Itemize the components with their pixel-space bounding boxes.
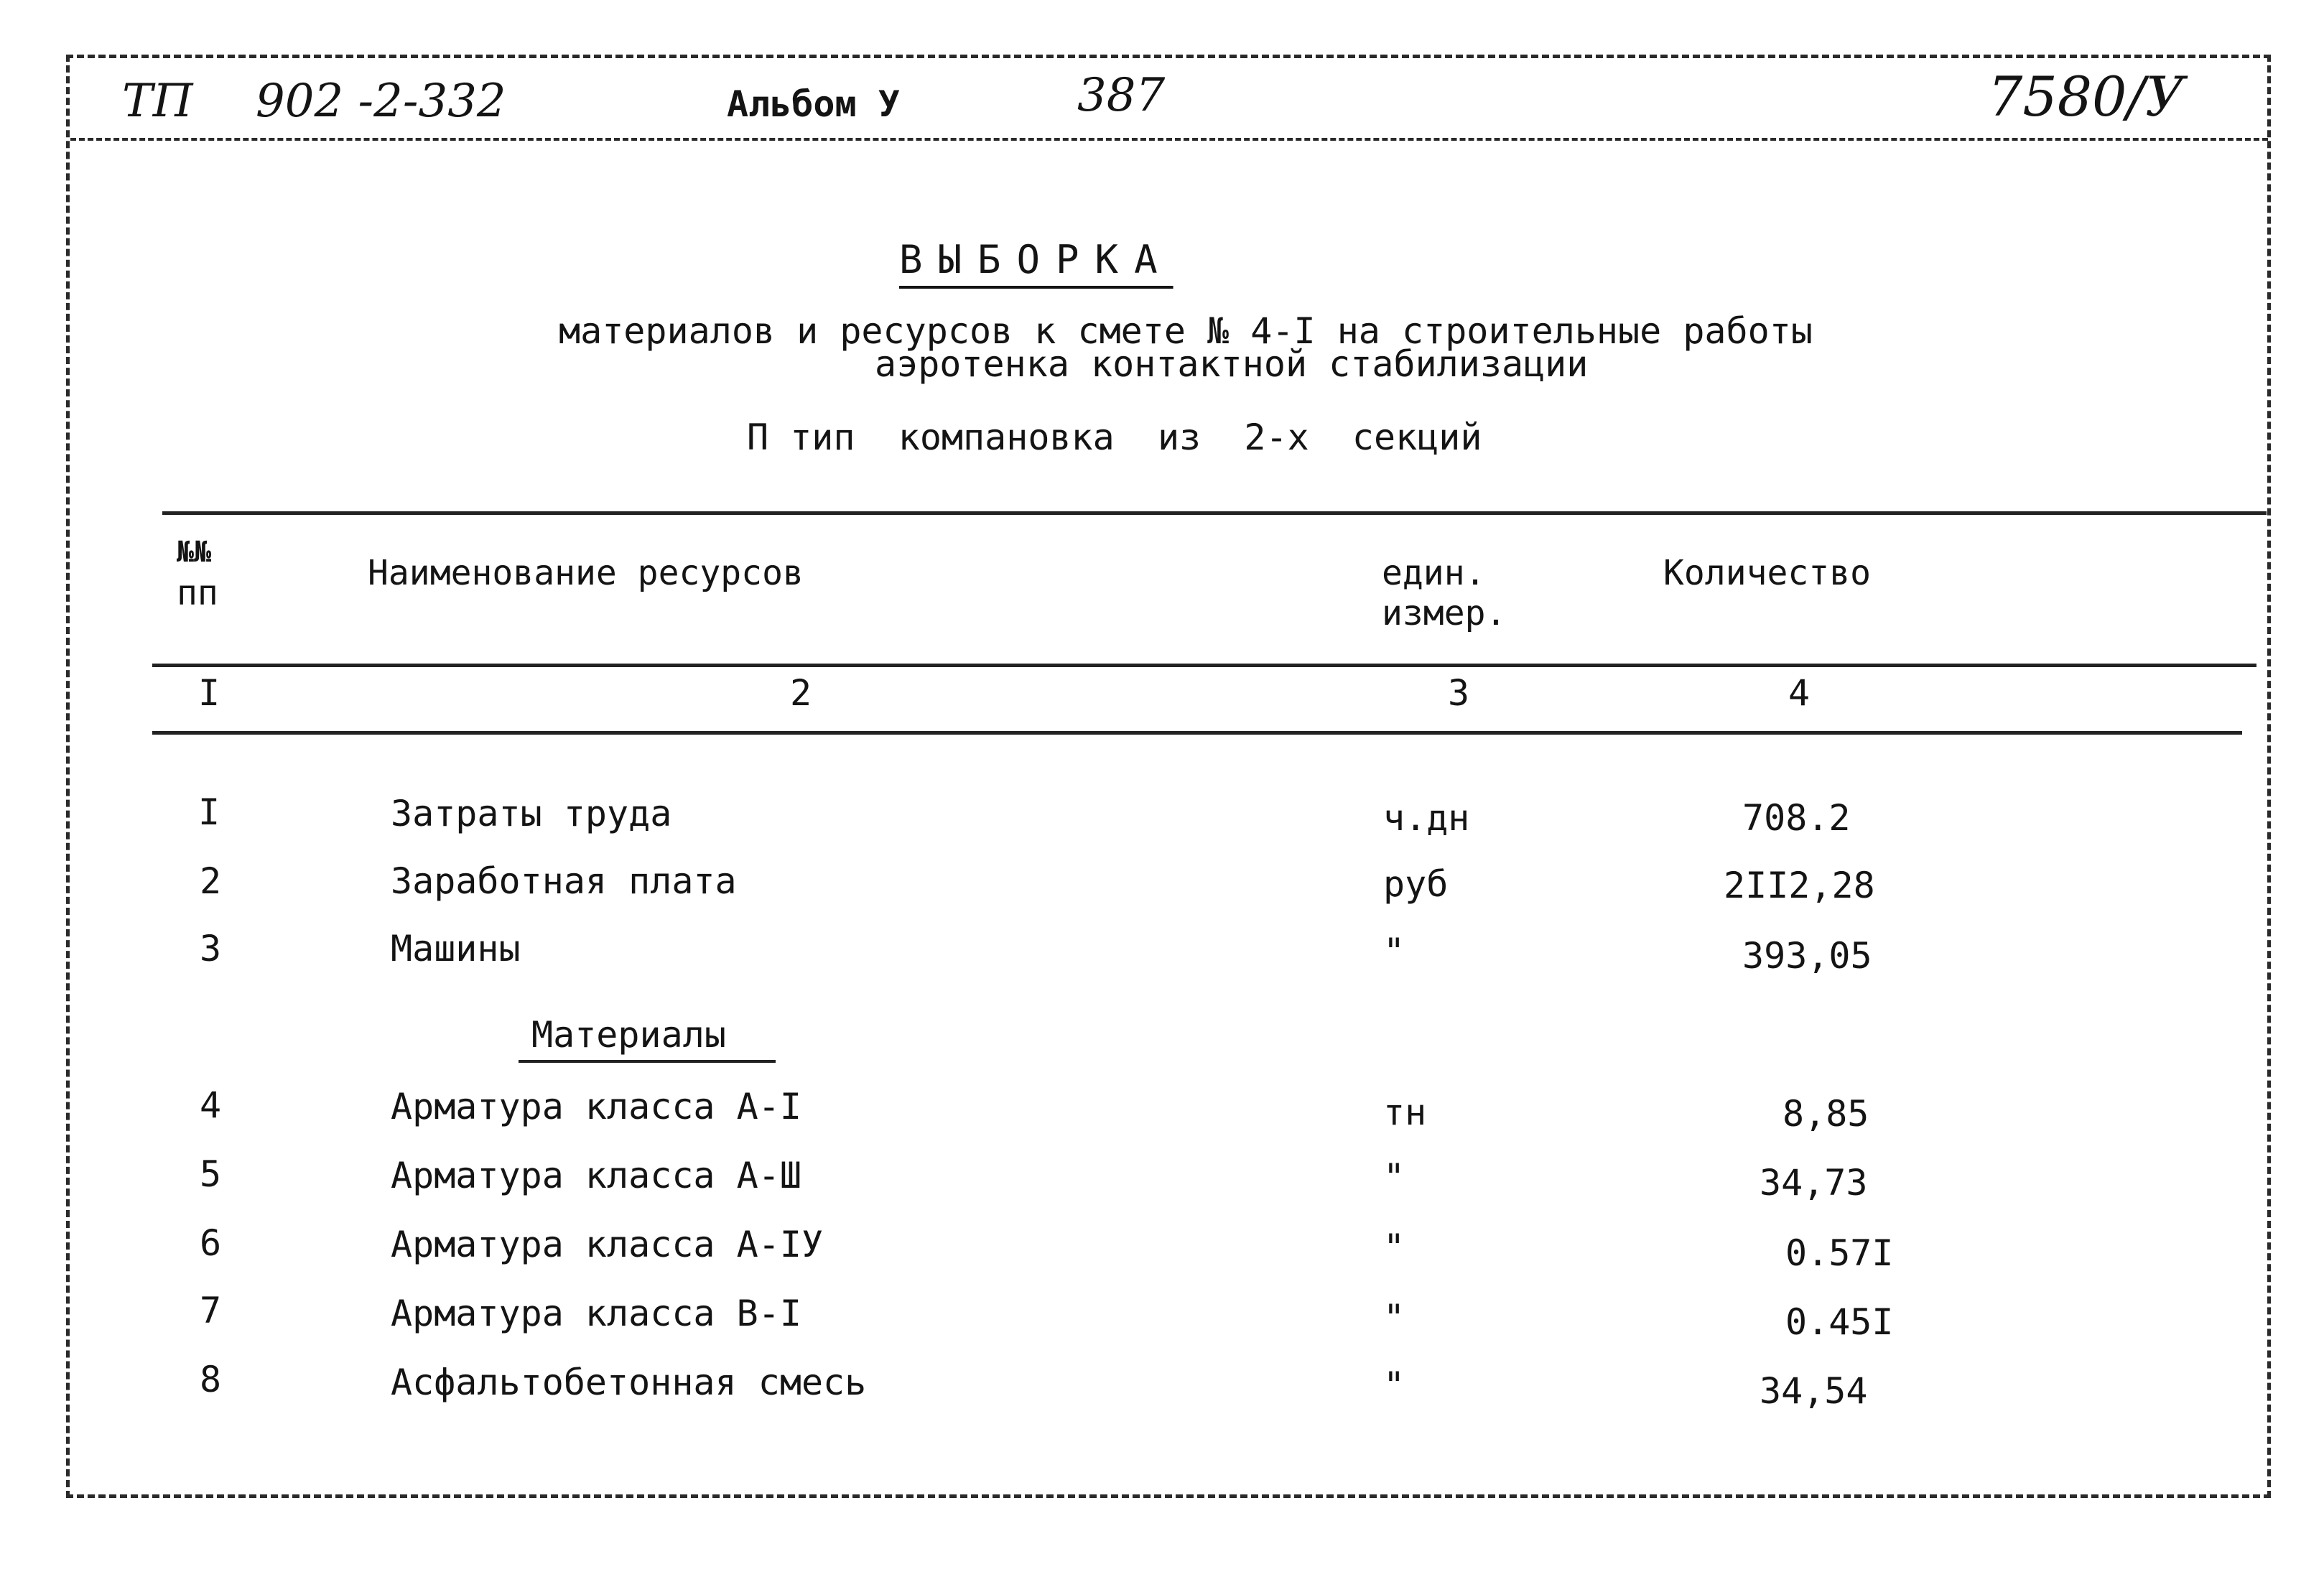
row-name: Заработная плата xyxy=(391,860,737,902)
header-unit-2: измер. xyxy=(1382,593,1507,633)
header-doc-code: 7580/У xyxy=(1988,65,2185,129)
row-name: Арматура класса В-I xyxy=(391,1293,801,1334)
row-num: 2 xyxy=(200,860,222,902)
row-qty: 0.57I xyxy=(1785,1232,1894,1274)
section-underline xyxy=(519,1060,776,1063)
row-qty: 8,85 xyxy=(1782,1093,1869,1135)
row-qty: 34,73 xyxy=(1760,1162,1868,1204)
header-tp: ТП xyxy=(122,75,193,128)
row-name: Арматура класса А-IУ xyxy=(391,1224,824,1265)
row-num: 4 xyxy=(200,1084,222,1126)
row-num: I xyxy=(198,791,220,833)
row-qty: 34,54 xyxy=(1760,1370,1868,1412)
header-num-2: пп xyxy=(177,573,218,613)
row-unit: " xyxy=(1383,1156,1405,1198)
document-subtitle-3: П тип компановка из 2-х секций xyxy=(747,417,1482,458)
header-qty: Количество xyxy=(1663,553,1871,593)
table-colnum-rule xyxy=(152,731,2242,735)
colnum-4: 4 xyxy=(1788,672,1811,714)
row-num: 7 xyxy=(200,1290,222,1331)
row-num: 5 xyxy=(200,1153,222,1195)
document-subtitle-2: аэротенка контактной стабилизации xyxy=(875,343,1589,385)
table-top-rule xyxy=(162,511,2267,515)
colnum-2: 2 xyxy=(790,672,812,714)
document-title: ВЫБОРКА xyxy=(899,237,1173,282)
table-header-rule xyxy=(152,664,2256,667)
row-num: 6 xyxy=(200,1222,222,1264)
header-divider xyxy=(70,138,2268,141)
row-qty: 708.2 xyxy=(1742,797,1851,839)
header-unit-1: един. xyxy=(1382,553,1486,593)
row-unit: руб xyxy=(1383,863,1449,905)
row-name: Асфальтобетонная смесь xyxy=(391,1362,867,1403)
row-unit: " xyxy=(1383,1297,1405,1339)
row-name: Арматура класса А-Ш xyxy=(391,1155,801,1196)
section-materials-label: Материалы xyxy=(531,1014,726,1056)
document-subtitle-1: материалов и ресурсов к смете № 4-I на строительные работы xyxy=(559,310,1813,352)
row-unit: ч.дн xyxy=(1383,797,1470,839)
row-num: 8 xyxy=(200,1359,222,1400)
row-name: Арматура класса А-I xyxy=(391,1086,801,1127)
row-num: 3 xyxy=(200,928,222,969)
row-unit: " xyxy=(1383,1227,1405,1268)
row-qty: 2II2,28 xyxy=(1724,865,1875,906)
colnum-1: I xyxy=(198,672,220,714)
colnum-3: 3 xyxy=(1448,672,1470,714)
header-page-number: 387 xyxy=(1077,69,1166,122)
row-unit: " xyxy=(1383,1364,1405,1406)
row-name: Машины xyxy=(391,928,521,969)
row-qty: 0.45I xyxy=(1785,1301,1894,1343)
row-unit: " xyxy=(1383,931,1405,972)
header-name: Наименование ресурсов xyxy=(368,553,804,593)
header-num-1: №№ xyxy=(177,536,212,569)
row-qty: 393,05 xyxy=(1742,935,1872,977)
header-project-number: 902 -2-332 xyxy=(256,75,506,128)
row-unit: тн xyxy=(1383,1092,1427,1133)
header-album: Альбом У xyxy=(727,83,900,125)
row-name: Затраты труда xyxy=(391,793,672,834)
